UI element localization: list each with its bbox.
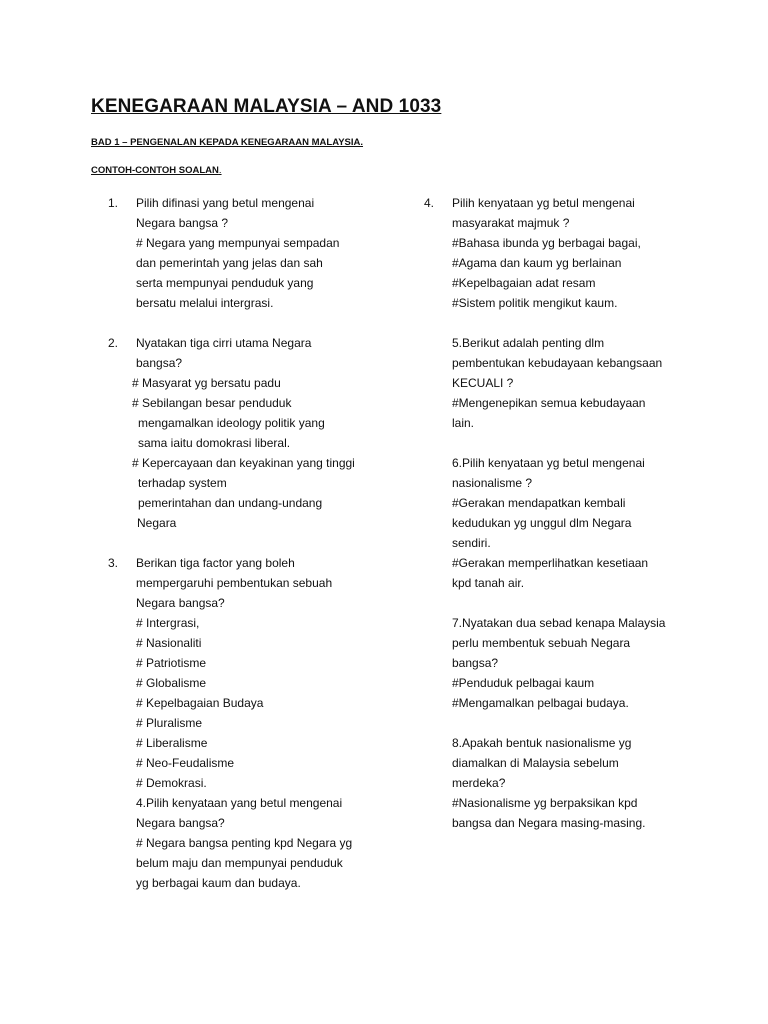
question-gap [424, 433, 724, 453]
question-block [108, 333, 408, 533]
question-line: # Neo-Feudalisme [136, 756, 235, 770]
question-gap [424, 593, 724, 613]
question-line: Pilih kenyataan yg betul mengenai [452, 196, 635, 210]
section-heading-suffix: . [218, 165, 222, 176]
question-line: kedudukan yg unggul dlm Negara [452, 516, 632, 530]
question-block [108, 193, 408, 313]
question-line: #Mengenepikan semua kebudayaan [452, 396, 646, 410]
question-line: 6.Pilih kenyataan yg betul mengenai [452, 456, 645, 470]
question-line: # Patriotisme [136, 656, 207, 670]
question-line: Berikan tiga factor yang boleh [136, 556, 295, 570]
question-line: nasionalisme ? [452, 476, 533, 490]
question-body [452, 333, 724, 433]
question-line: Nyatakan tiga cirri utama Negara [136, 336, 312, 350]
question-body [452, 613, 724, 713]
question-line: Negara bangsa? [136, 596, 225, 610]
question-line: 7.Nyatakan dua sebad kenapa Malaysia [452, 616, 666, 630]
question-line: bangsa dan Negara masing-masing. [452, 816, 646, 830]
question-line: pemerintahan dan undang-undang [138, 496, 323, 510]
question-line: bersatu melalui intergrasi. [136, 296, 274, 310]
question-line: #Agama dan kaum yg berlainan [452, 256, 622, 270]
question-block [424, 193, 724, 313]
question-line: #Penduduk pelbagai kaum [452, 676, 595, 690]
question-line: # Intergrasi, [136, 616, 200, 630]
question-line: #Gerakan memperlihatkan kesetiaan [452, 556, 649, 570]
question-body [136, 193, 408, 313]
question-line: kpd tanah air. [452, 576, 525, 590]
question-line: serta mempunyai penduduk yang [136, 276, 314, 290]
question-line: 4.Pilih kenyataan yang betul mengenai [136, 796, 343, 810]
question-line: 8.Apakah bentuk nasionalisme yg [452, 736, 632, 750]
question-line: #Kepelbagaian adat resam [452, 276, 596, 290]
question-body [136, 553, 408, 893]
question-line: sama iaitu domokrasi liberal. [138, 436, 291, 450]
question-number: 3. [108, 556, 119, 570]
question-gap [424, 713, 724, 733]
question-line: KECUALI ? [452, 376, 514, 390]
question-body [452, 733, 724, 833]
question-block [424, 733, 724, 833]
question-line: bangsa? [452, 656, 499, 670]
question-line: dan pemerintah yang jelas dan sah [136, 256, 323, 270]
question-line: # Globalisme [136, 676, 207, 690]
question-gap [108, 313, 408, 333]
question-line: belum maju dan mempunyai penduduk [136, 856, 343, 870]
question-gap [424, 313, 724, 333]
question-number: 4. [424, 196, 435, 210]
question-line: merdeka? [452, 776, 506, 790]
question-line: # Sebilangan besar penduduk [132, 396, 292, 410]
question-block [424, 333, 724, 433]
section-heading-text: CONTOH-CONTOH SOALAN [91, 165, 219, 176]
question-line: Negara bangsa? [136, 816, 225, 830]
question-line: # Kepelbagaian Budaya [136, 696, 264, 710]
question-line: perlu membentuk sebuah Negara [452, 636, 631, 650]
question-block [424, 613, 724, 713]
left-question-column [108, 193, 408, 893]
question-line: # Pluralisme [136, 716, 203, 730]
right-question-column [424, 193, 724, 833]
question-line: # Kepercayaan dan keyakinan yang tinggi [132, 456, 355, 470]
question-block [424, 453, 724, 593]
question-line: #Gerakan mendapatkan kembali [452, 496, 626, 510]
question-line: #Nasionalisme yg berpaksikan kpd [452, 796, 638, 810]
question-line: yg berbagai kaum dan budaya. [136, 876, 301, 890]
question-line: # Liberalisme [136, 736, 208, 750]
question-line: # Masyarat yg bersatu padu [132, 376, 281, 390]
question-line: 5.Berikut adalah penting dlm [452, 336, 605, 350]
question-block [108, 553, 408, 893]
question-number: 2. [108, 336, 119, 350]
question-line: mempergaruhi pembentukan sebuah [136, 576, 333, 590]
question-body [132, 333, 408, 533]
question-line: #Mengamalkan pelbagai budaya. [452, 696, 629, 710]
question-line: Negara [137, 516, 177, 530]
question-line: Pilih difinasi yang betul mengenai [136, 196, 315, 210]
question-line: #Bahasa ibunda yg berbagai bagai, [452, 236, 641, 250]
section-heading [91, 165, 222, 176]
question-body [452, 193, 724, 313]
question-line: diamalkan di Malaysia sebelum [452, 756, 619, 770]
question-line: #Sistem politik mengikut kaum. [452, 296, 618, 310]
question-line: masyarakat majmuk ? [452, 216, 570, 230]
question-line: terhadap system [138, 476, 227, 490]
question-line: # Demokrasi. [136, 776, 207, 790]
question-gap [108, 533, 408, 553]
chapter-heading: BAD 1 – PENGENALAN KEPADA KENEGARAAN MALAYSIA. [91, 137, 364, 148]
question-line: mengamalkan ideology politik yang [138, 416, 325, 430]
question-line: lain. [452, 416, 475, 430]
question-body [452, 453, 724, 593]
question-line: Negara bangsa ? [136, 216, 229, 230]
document-title: KENEGARAAN MALAYSIA – AND 1033 [91, 96, 442, 117]
question-line: # Nasionaliti [136, 636, 202, 650]
question-line: sendiri. [452, 536, 491, 550]
question-line: # Negara yang mempunyai sempadan [136, 236, 340, 250]
question-number: 1. [108, 196, 119, 210]
question-line: # Negara bangsa penting kpd Negara yg [136, 836, 353, 850]
question-line: pembentukan kebudayaan kebangsaan [452, 356, 663, 370]
question-line: bangsa? [136, 356, 183, 370]
